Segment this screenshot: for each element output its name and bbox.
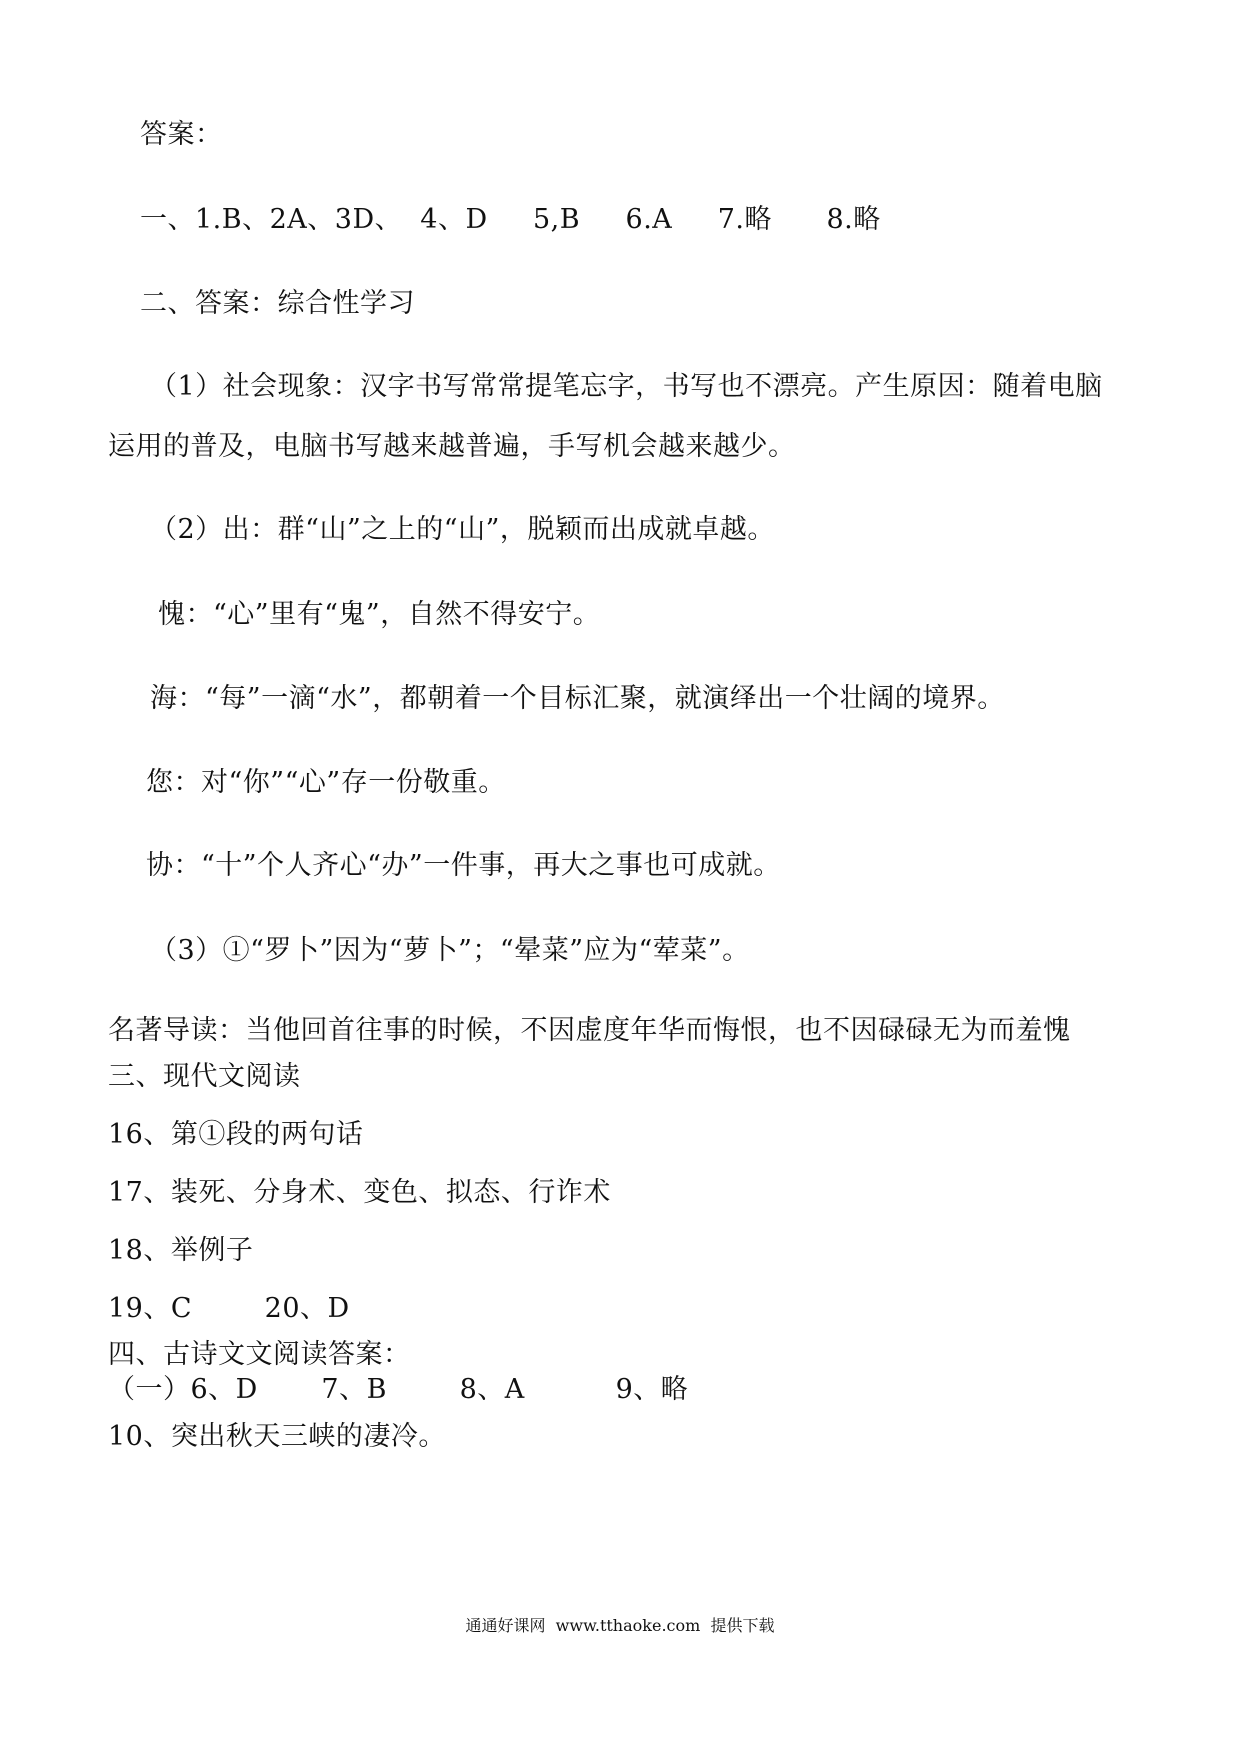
answer-17: 17、装死、分身术、变色、拟态、行诈术 [108,1177,611,1208]
section-4-heading: 四、古诗文文阅读答案： [108,1339,411,1370]
answer-2-2: （2）出：群“山”之上的“山”，脱颖而出成就卓越。 [150,514,775,545]
answer-kui: 愧：“心”里有“鬼”，自然不得安宁。 [158,599,601,630]
answer-18: 18、举例子 [108,1235,254,1266]
answer-10: 10、突出秋天三峡的凄冷。 [108,1421,446,1452]
answer-2-3: （3）①“罗卜”因为“萝卜”；“晕菜”应为“荤菜”。 [150,935,750,966]
answer-section-2-heading: 二、答案：综合性学习 [140,288,415,319]
answer-hai: 海：“每”一滴“水”，都朝着一个目标汇聚，就演绎出一个壮阔的境界。 [150,683,1005,714]
answer-2-1-line-2: 运用的普及，电脑书写越来越普遍，手写机会越来越少。 [108,431,796,462]
answer-19-20: 19、C 20、D [108,1293,350,1324]
answer-xie: 协：“十”个人齐心“办”一件事，再大之事也可成就。 [146,850,781,881]
answer-4-1: （一）6、D 7、B 8、A 9、略 [108,1374,689,1405]
answer-2-1-line-1: （1）社会现象：汉字书写常常提笔忘字，书写也不漂亮。产生原因：随着电脑 [150,371,1103,402]
answer-section-1: 一、1.B、2A、3D、 4、D 5,B 6.A 7.略 8.略 [140,204,881,235]
section-3-heading: 三、现代文阅读 [108,1061,301,1092]
answers-heading: 答案： [140,119,223,150]
reading-guide: 名著导读：当他回首往事的时候，不因虚度年华而悔恨，也不因碌碌无为而羞愧 [108,1015,1071,1046]
answer-nin: 您：对“你”“心”存一份敬重。 [146,767,506,798]
page-footer: 通通好课网 www.tthaoke.com 提供下载 [465,1616,775,1635]
answer-16: 16、第①段的两句话 [108,1119,364,1150]
